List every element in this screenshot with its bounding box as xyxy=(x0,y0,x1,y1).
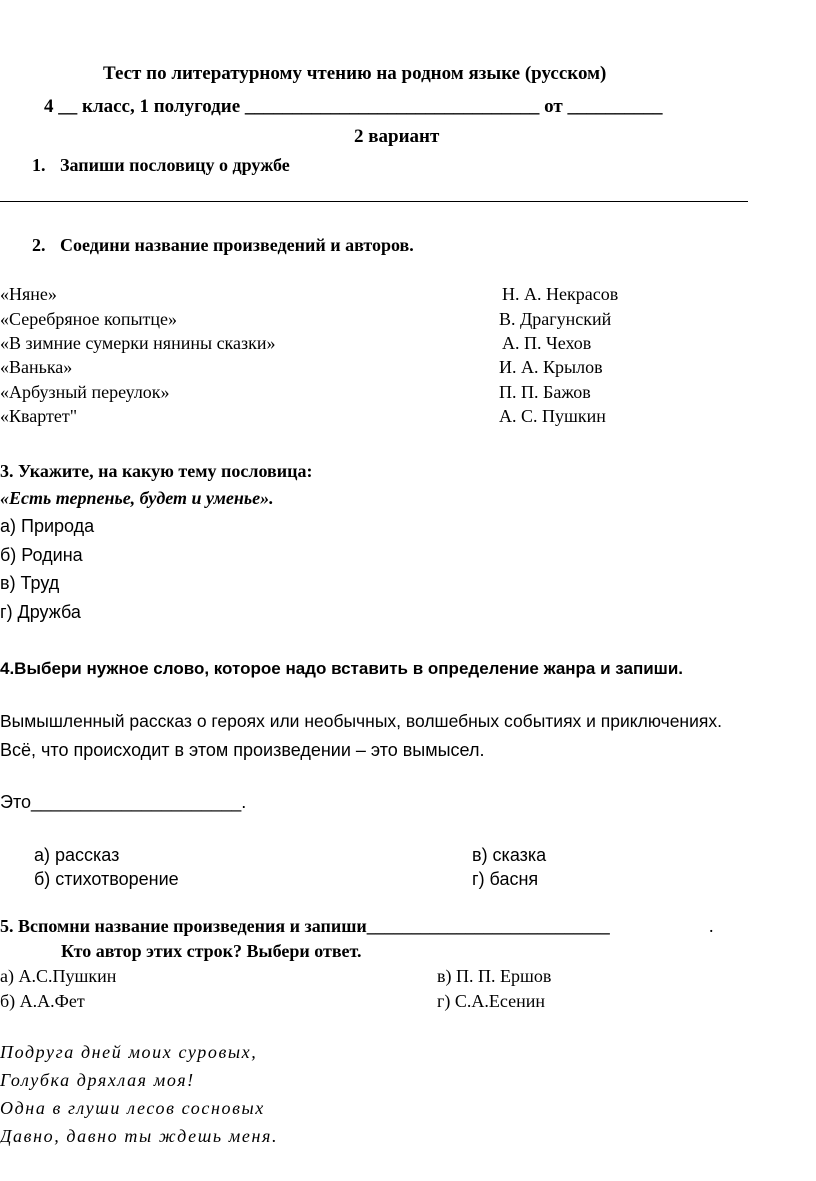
poem-line: Одна в глуши лесов сосновых xyxy=(0,1098,265,1118)
work-title: «Арбузный переулок» xyxy=(0,382,170,402)
question-5-text: 5. Вспомни название произведения и запиши___________________________ xyxy=(0,916,610,936)
work-title: «Ванька» xyxy=(0,357,73,377)
question-1-number: 1. xyxy=(32,155,46,175)
proverb: «Есть терпенье, будет и уменье». xyxy=(0,488,274,508)
author-name: А. П. Чехов xyxy=(502,333,592,353)
author-name: В. Драгунский xyxy=(499,309,612,329)
option[interactable]: в) сказка xyxy=(472,845,547,865)
question-5-subtext: Кто автор этих строк? Выбери ответ. xyxy=(61,941,362,961)
option[interactable]: г) басня xyxy=(472,869,539,889)
genre-definition-line-2: Всё, что происходит в этом произведении – это вымысел. xyxy=(0,740,485,760)
work-title: «Няне» xyxy=(0,284,57,304)
question-3-text: 3. Укажите, на какую тему пословица: xyxy=(0,461,313,481)
author-name: П. П. Бажов xyxy=(499,382,591,402)
option[interactable]: в) П. П. Ершов xyxy=(437,966,552,986)
work-title: «В зимние сумерки нянины сказки» xyxy=(0,333,276,353)
question-4-text: 4.Выбери нужное слово, которое надо вставить в определение жанра и запиши. xyxy=(0,659,684,678)
option[interactable]: а) А.С.Пушкин xyxy=(0,966,117,986)
genre-definition-line-1: Вымышленный рассказ о героях или необычных, волшебных событиях и приключениях. xyxy=(0,711,722,731)
author-name: И. А. Крылов xyxy=(499,357,603,377)
question-2-number: 2. xyxy=(32,235,46,255)
option[interactable]: б) стихотворение xyxy=(34,869,179,889)
genre-answer-line[interactable]: Это_____________________. xyxy=(0,792,247,812)
work-title: «Серебряное копытце» xyxy=(0,309,178,329)
page-title: Тест по литературному чтению на родном языке (русском) xyxy=(103,63,607,84)
question-1-text: Запиши пословицу о дружбе xyxy=(60,155,290,175)
question-5-tail: . xyxy=(709,916,714,936)
work-title: «Квартет" xyxy=(0,406,78,426)
option[interactable]: б) Родина xyxy=(0,545,83,565)
author-name: А. С. Пушкин xyxy=(499,406,606,426)
option[interactable]: г) Дружба xyxy=(0,602,81,622)
option[interactable]: а) Природа xyxy=(0,516,95,536)
option[interactable]: а) рассказ xyxy=(34,845,120,865)
answer-line-1[interactable] xyxy=(0,201,748,202)
option[interactable]: в) Труд xyxy=(0,573,60,593)
question-2-text: Соедини название произведений и авторов. xyxy=(60,235,414,255)
grade-line: 4 __ класс, 1 полугодие _______________________________ от __________ xyxy=(44,96,663,117)
variant-label: 2 вариант xyxy=(354,126,440,147)
poem-line: Давно, давно ты ждешь меня. xyxy=(0,1126,279,1146)
option[interactable]: б) А.А.Фет xyxy=(0,991,85,1011)
author-name: Н. А. Некрасов xyxy=(502,284,619,304)
poem-line: Подруга дней моих суровых, xyxy=(0,1042,258,1062)
option[interactable]: г) С.А.Есенин xyxy=(437,991,545,1011)
poem-line: Голубка дряхлая моя! xyxy=(0,1070,195,1090)
